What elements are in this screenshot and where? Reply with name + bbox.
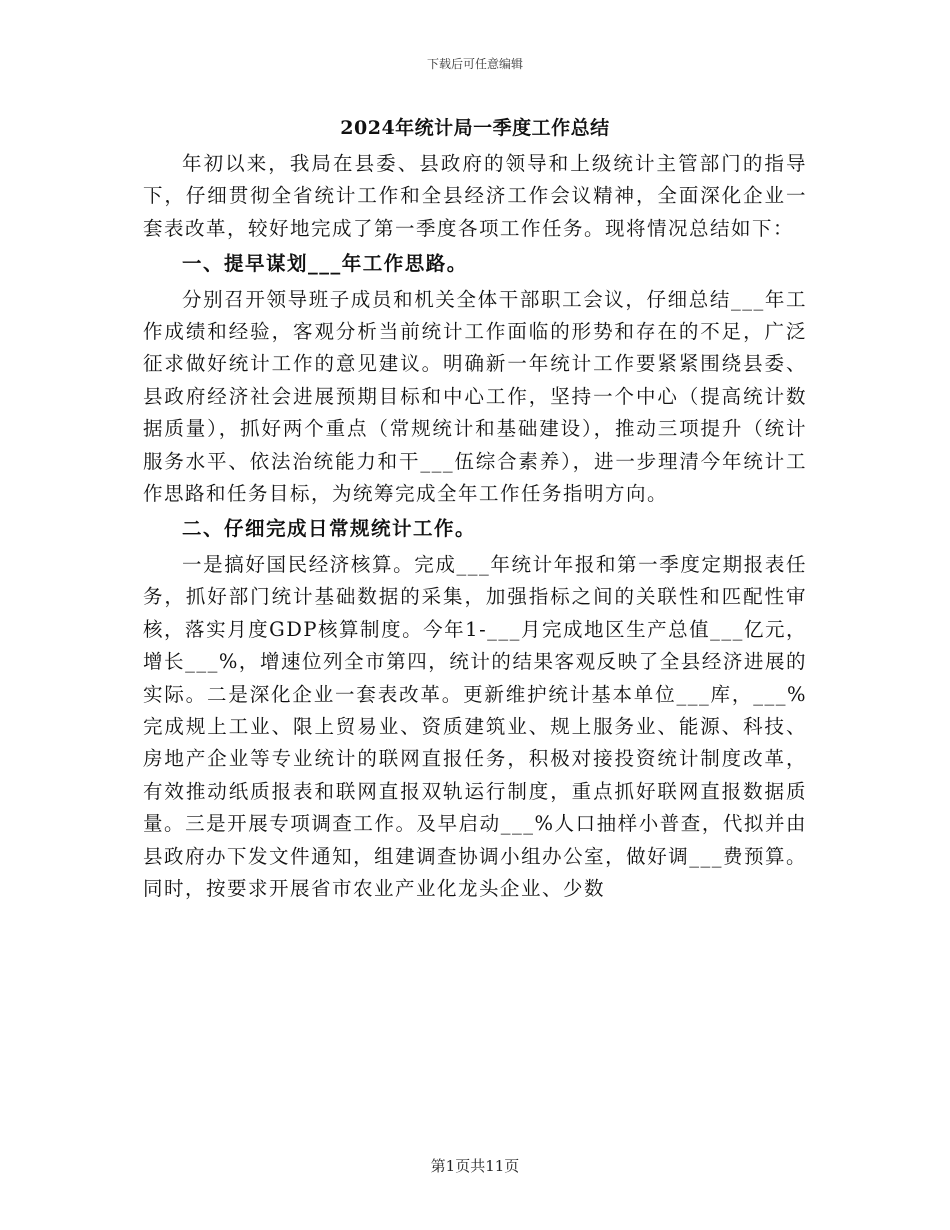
section-1-paragraph: 分别召开领导班子成员和机关全体干部职工会议，仔细总结___年工作成绩和经验，客观分析当前统计工作面临的形势和存在的不足，广泛征求做好统计工作的意见建议。明确新一年统计工作要紧紧围绕县委、县政府经济社会进展预期目标和中心工作，坚持一个中心（提高统计数据质量），抓好两个重点（常规统计和基础建设），推动三项提升（统计服务水平、依法治统能力和干___伍综合素养），进一步理清今年统计工作思路和任务目标，为统筹完成全年工作任务指明方向。	[143, 287, 807, 506]
section-heading-2: 二、仔细完成日常规统计工作。	[182, 517, 477, 541]
document-body	[143, 148, 807, 905]
header-note: 下载后可任意编辑	[426, 57, 523, 71]
page-number-footer: 第1页共11页	[430, 1157, 520, 1175]
intro-paragraph: 年初以来，我局在县委、县政府的领导和上级统计主管部门的指导下，仔细贯彻全省统计工作和全县经济工作会议精神，全面深化企业一套表改革，较好地完成了第一季度各项工作任务。现将情况总结如下：	[143, 152, 807, 240]
section-2-paragraph: 一是搞好国民经济核算。完成___年统计年报和第一季度定期报表任务，抓好部门统计基础数据的采集，加强指标之间的关联性和匹配性审核，落实月度GDP核算制度。今年1-___月完成地区生产总值___亿元，增长___%，增速位列全市第四，统计的结果客观反映了全县经济进展的实际。二是深化企业一套表改革。更新维护统计基本单位___库，___%完成规上工业、限上贸易业、资质建筑业、规上服务业、能源、科技、房地产企业等专业统计的联网直报任务，积极对接投资统计制度改革，有效推动纸质报表和联网直报双轨运行制度，重点抓好联网直报数据质量。三是开展专项调查工作。及早启动___%人口抽样小普查，代拟并由县政府办下发文件通知，组建调查协调小组办公室，做好调___费预算。同时，按要求开展省市农业产业化龙头企业、少数	[143, 552, 807, 900]
section-heading-1: 一、提早谋划___年工作思路。	[182, 252, 468, 276]
document-title: 2024年统计局一季度工作总结	[340, 117, 610, 139]
